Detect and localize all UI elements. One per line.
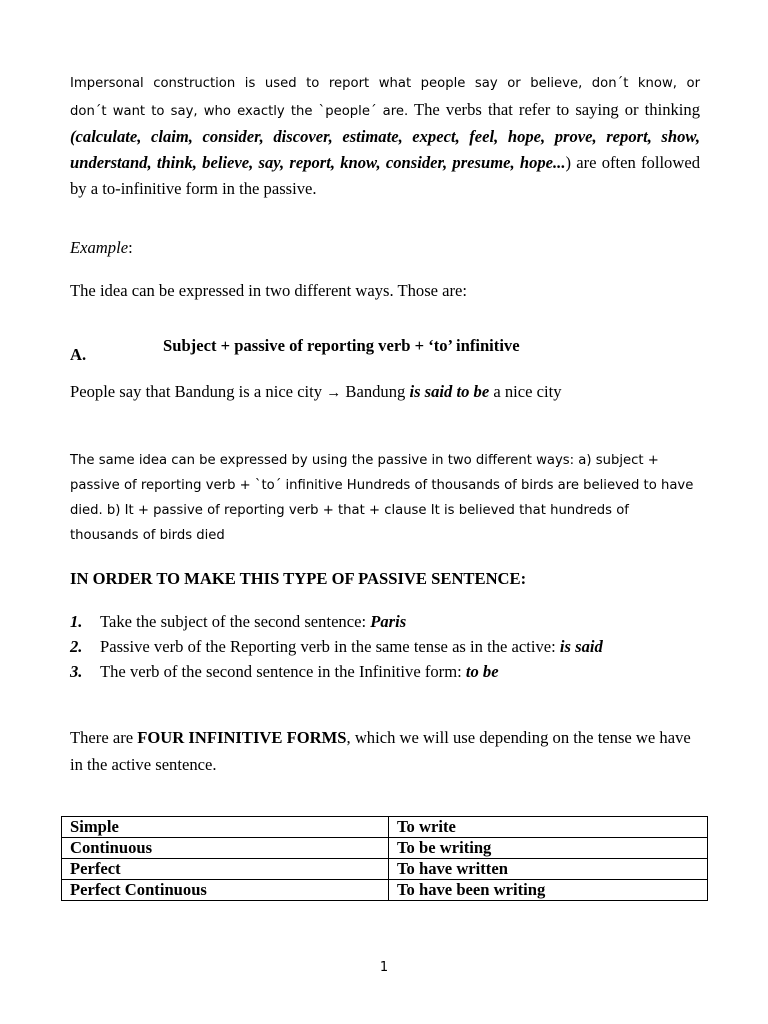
- table-row: [62, 880, 708, 901]
- step-2: 2. Passive verb of the Reporting verb in the same tense as in the active: is said: [70, 637, 603, 656]
- example-label: Example:: [70, 238, 133, 257]
- four-forms-paragraph: There are FOUR INFINITIVE FORMS, which we will use depending on the tense we have in the active sentence.: [70, 728, 691, 774]
- same-idea-paragraph: The same idea can be expressed by using the passive in two different ways: a) subject + passive of reporting verb + `to´ infinitive Hundreds of thousands of birds are believed to have died. b) It + passive of reporting verb + that + clause It is believed that hundreds of thousands of birds died: [70, 453, 694, 543]
- table-row: [62, 859, 708, 880]
- intro-serif-tail: ) are often followed by a to-infinitive form in the passive.: [70, 153, 700, 198]
- step-3: 3. The verb of the second sentence in the Infinitive form: to be: [70, 662, 499, 681]
- section-a-letter: A.: [70, 345, 87, 364]
- table-cell: Simple: [62, 817, 389, 838]
- ways-text: The idea can be expressed in two different ways. Those are:: [70, 281, 468, 300]
- table-cell: To have written: [389, 859, 708, 880]
- table-cell: To be writing: [389, 838, 708, 859]
- table-cell: To write: [389, 817, 708, 838]
- verbs-list: (calculate, claim, consider, discover, estimate, expect, feel, hope, prove, report, show, understand, think, believe, say, report, know, consider, presume, hope...: [70, 127, 700, 172]
- table-row: [62, 817, 708, 838]
- page-number: 1: [379, 960, 389, 975]
- table-cell: Continuous: [62, 838, 389, 859]
- table-cell: To have been writing: [389, 880, 708, 901]
- step-1: 1. Take the subject of the second sentence: Paris: [70, 612, 407, 631]
- four-forms-bold: FOUR INFINITIVE FORMS: [137, 728, 347, 747]
- arrow-right-icon: →: [326, 385, 342, 401]
- intro-sans-line-1: Impersonal construction is used to report what people say or believe, don´t know, or: [70, 76, 700, 91]
- table-cell: Perfect Continuous: [62, 880, 389, 901]
- is-said-to-be: is said to be: [409, 382, 490, 401]
- order-heading: IN ORDER TO MAKE THIS TYPE OF PASSIVE SENTENCE:: [70, 569, 527, 588]
- intro-serif-lead: The verbs that refer to saying or thinking: [408, 100, 700, 119]
- table-cell: Perfect: [62, 859, 389, 880]
- intro-sans-line-2: don´t want to say, who exactly the `people´ are.: [70, 104, 409, 119]
- steps-list: [70, 609, 730, 684]
- infinitive-forms-table: [61, 816, 708, 901]
- table-row: [62, 838, 708, 859]
- section-a-title: Subject + passive of reporting verb + ‘to’ infinitive: [163, 336, 520, 355]
- intro-paragraph: [70, 97, 700, 202]
- people-sentence: People say that Bandung is a nice city → Bandung is said to be a nice city: [70, 382, 562, 401]
